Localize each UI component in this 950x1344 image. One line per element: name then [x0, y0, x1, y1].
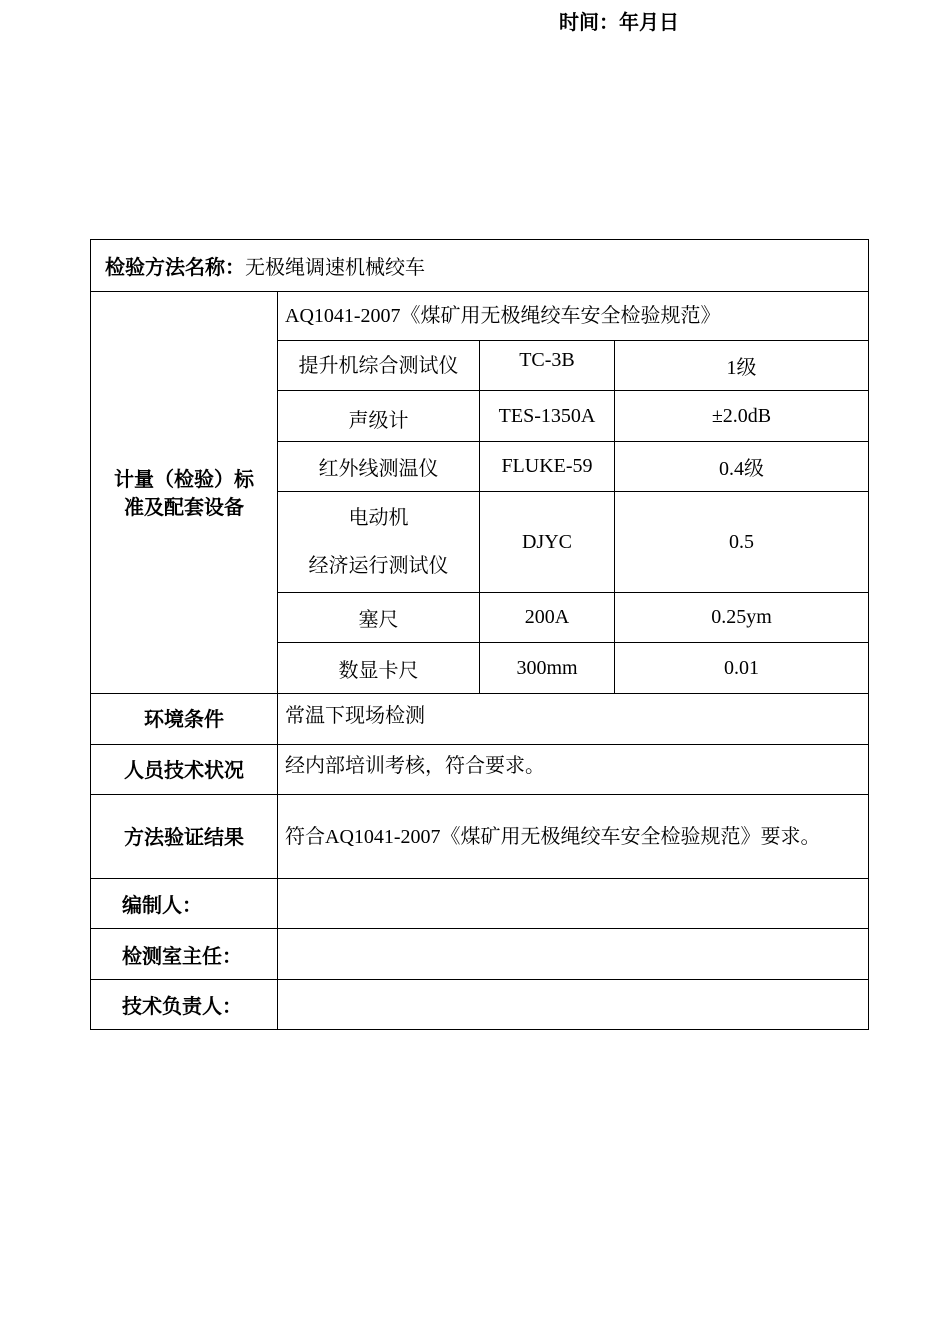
equipment-name: 声级计 — [278, 391, 480, 442]
equipment-accuracy: 0.25ym — [615, 593, 869, 643]
equipment-name: 塞尺 — [278, 593, 480, 643]
equipment-accuracy: 1级 — [615, 341, 869, 391]
equipment-model: FLUKE-59 — [480, 442, 615, 492]
equipment-name: 红外线测温仪 — [278, 442, 480, 492]
method-name-label: 检验方法名称： — [105, 255, 245, 279]
method-name-cell — [91, 240, 869, 292]
tech-lead-row — [91, 980, 869, 1030]
lab-director-label: 检测室主任： — [91, 929, 278, 980]
tech-lead-signature-field[interactable] — [278, 980, 869, 1030]
lab-director-row — [91, 929, 869, 980]
equipment-accuracy: 0.4级 — [615, 442, 869, 492]
personnel-row — [91, 745, 869, 795]
result-label: 方法验证结果 — [91, 795, 278, 879]
equipment-name-line2: 经济运行测试仪 — [308, 555, 449, 577]
environment-row — [91, 694, 869, 745]
standard-row — [91, 292, 869, 341]
standard-reference: AQ1041-2007《煤矿用无极绳绞车安全检验规范》 — [278, 292, 869, 341]
equipment-model: 300mm — [480, 643, 615, 694]
environment-label: 环境条件 — [91, 694, 278, 745]
equipment-name-line1: 电动机 — [348, 507, 409, 529]
equipment-accuracy: ±2.0dB — [615, 391, 869, 442]
compiler-label: 编制人： — [91, 879, 278, 929]
result-value: 符合AQ1041-2007《煤矿用无极绳绞车安全检验规范》要求。 — [278, 795, 869, 879]
equipment-model: TC-3B — [480, 341, 615, 391]
equipment-accuracy: 0.5 — [615, 492, 869, 593]
compiler-row — [91, 879, 869, 929]
equipment-model: 200A — [480, 593, 615, 643]
lab-director-signature-field[interactable] — [278, 929, 869, 980]
personnel-value: 经内部培训考核，符合要求。 — [278, 745, 869, 795]
inspection-method-table — [90, 239, 869, 1030]
standards-label-cell — [91, 292, 278, 694]
document-date: 时间：年月日 — [559, 10, 679, 34]
standards-label-line1: 计量（检验）标 — [114, 466, 254, 491]
environment-value: 常温下现场检测 — [278, 694, 869, 745]
equipment-name: 数显卡尺 — [278, 643, 480, 694]
equipment-model: TES-1350A — [480, 391, 615, 442]
method-name-row — [91, 240, 869, 292]
result-row — [91, 795, 869, 879]
personnel-label: 人员技术状况 — [91, 745, 278, 795]
compiler-signature-field[interactable] — [278, 879, 869, 929]
tech-lead-label: 技术负责人： — [91, 980, 278, 1030]
equipment-accuracy: 0.01 — [615, 643, 869, 694]
equipment-name: 提升机综合测试仪 — [278, 341, 480, 391]
equipment-model: DJYC — [480, 492, 615, 593]
equipment-name — [278, 492, 480, 593]
standards-label-line2: 准及配套设备 — [124, 494, 244, 519]
method-name-value: 无极绳调速机械绞车 — [245, 257, 425, 279]
